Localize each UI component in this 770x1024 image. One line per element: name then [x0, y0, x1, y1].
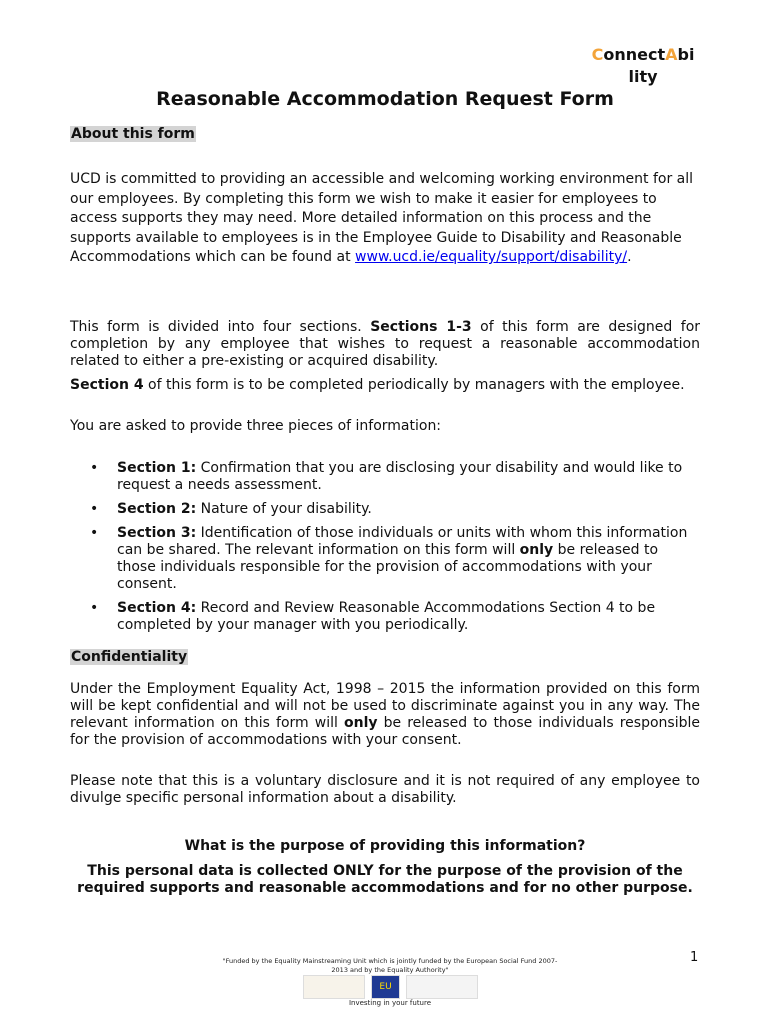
section4-paragraph [70, 377, 700, 394]
text: be released to those individuals responsible for the provision of accommodations with your consent. [70, 715, 700, 748]
voluntary-paragraph: Please note that this is a voluntary disclosure and it is not required of any employee to divulge specific personal information about a disability. [70, 773, 700, 806]
sections-paragraph [70, 319, 700, 370]
text: Under the Employment Equality Act, 1998 – 2015 the information provided on this form will be kept confidential and will not be used to discriminate against you in any way. The relevant information on this form will [70, 681, 700, 731]
purpose-question: What is the purpose of providing this information? [184, 838, 586, 854]
list-item [70, 501, 700, 518]
bold-text: Section 4 [70, 377, 144, 393]
text: Confirmation that you are disclosing your disability and would like to request a needs assessment. [117, 460, 683, 493]
text: Record and Review Reasonable Accommodations Section 4 to be completed by your manager with you periodically. [117, 600, 656, 633]
bold-text: Section 2: [117, 501, 197, 517]
equality-authority-logo [406, 975, 478, 999]
about-text: UCD is committed to providing an accessible and welcoming working environment for all our employees. By completing this form we wish to make it easier for employees to access supports they may need. More detailed information on this process and the supports available to employees is in the Employee Guide to Disability and Reasonable Accommodations which can be found at [70, 171, 694, 265]
about-heading-text: About this form [71, 126, 195, 142]
logo-letter: A [665, 45, 678, 64]
info-intro: You are asked to provide three pieces of information: [70, 418, 442, 434]
bold-text: Section 3: [117, 525, 197, 541]
bold-text: only [344, 715, 378, 731]
list-item [70, 600, 700, 634]
disability-link[interactable]: www.ucd.ie/equality/support/disability/ [355, 249, 628, 265]
page-number: 1 [690, 950, 699, 965]
logo-letter: C [591, 45, 604, 64]
confidentiality-paragraph [70, 681, 700, 749]
list-item [70, 525, 700, 593]
about-paragraph [70, 170, 700, 268]
eu-flag-logo: EU [371, 975, 401, 999]
government-harp-logo [303, 975, 365, 999]
logo-text: bi [677, 45, 695, 64]
bold-text: only [519, 542, 554, 558]
bold-text: Section 1: [117, 460, 197, 476]
text: of this form is to be completed periodically by managers with the employee. [143, 377, 685, 393]
list-item [70, 460, 700, 494]
purpose-answer: This personal data is collected ONLY for the purpose of the provision of the required supports and reasonable accommodations and for no other purpose. [77, 863, 693, 896]
text: of this form are designed for completion by any employee that wishes to request a reasonable accommodation related to either a pre-existing or acquired disability. [70, 319, 701, 369]
sections-list [70, 460, 700, 641]
funder-logos [303, 975, 478, 997]
logo-text: onnect [603, 45, 666, 64]
text: be released to those individuals responsible for the provision of accommodations with your consent. [117, 542, 659, 592]
text: Nature of your disability. [196, 501, 372, 517]
connectability-logo [583, 44, 703, 88]
page-title: Reasonable Accommodation Request Form [156, 88, 614, 110]
bold-text: Section 4: [117, 600, 197, 616]
confidentiality-heading [70, 649, 188, 665]
period: . [627, 249, 632, 265]
confidentiality-heading-text: Confidentiality [71, 649, 188, 665]
text: This form is divided into four sections. [70, 319, 371, 335]
funding-note: "Funded by the Equality Mainstreaming Unit which is jointly funded by the European Social Fund 2007-2013 and by the Equality Authority" [222, 957, 558, 974]
bold-text: Sections 1-3 [370, 319, 472, 335]
tagline: Investing in your future [348, 999, 432, 1007]
logo-text: lity [628, 67, 658, 86]
about-heading [70, 126, 196, 142]
text: Identification of those individuals or units with whom this information can be shared. The relevant information on this form will [117, 525, 688, 558]
